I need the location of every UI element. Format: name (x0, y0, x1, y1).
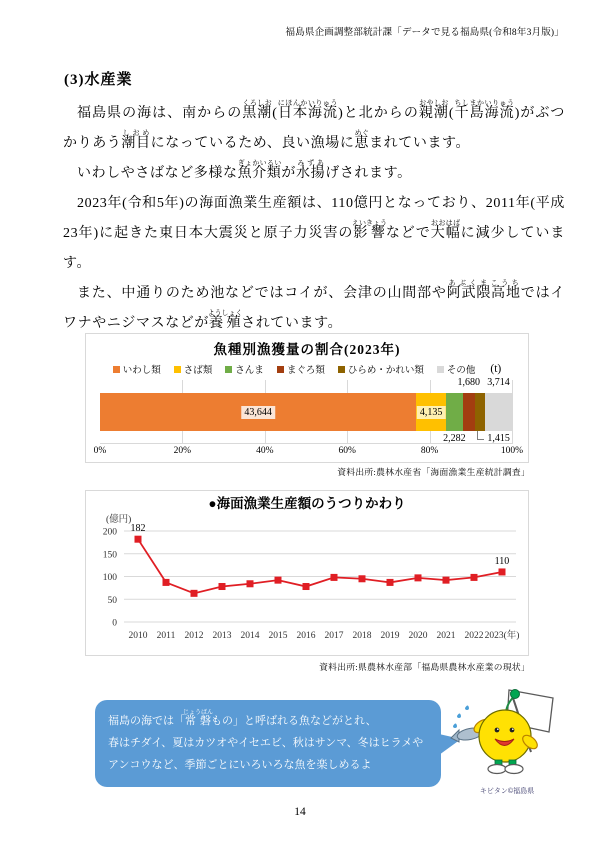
ruby-text: 養殖ようしょく (207, 309, 243, 331)
paragraph: 福島県の海は、南からの黒潮くろしお(日本海流にほんかいりゅう)と北からの親潮おやしお(千島海流ちしまかいりゅう)がぶつかりあう潮目しおめになっているため、良い漁場に恵めぐまれています。 (63, 99, 566, 151)
bar-strip (100, 393, 512, 431)
x-axis-tick-label: 2011 (156, 631, 176, 641)
data-point (163, 579, 170, 586)
legend-item (225, 362, 264, 376)
x-axis-tick-label: 2015 (268, 631, 288, 641)
y-axis-tick-label: 0 (112, 618, 117, 629)
line-chart (85, 490, 529, 656)
data-point (415, 574, 422, 581)
data-point (219, 583, 226, 590)
leader-line (477, 431, 484, 440)
bar-chart (85, 333, 529, 463)
data-point (331, 574, 338, 581)
ruby-text: 千島海流ちしまかいりゅう (454, 99, 515, 121)
x-axis-tick-label: 2014 (240, 631, 260, 641)
y-axis-tick-label: 150 (102, 550, 117, 561)
paragraph: また、中通りのため池などではコイが、会津の山間部や阿武隈高地あぶくまこうちではイワナやニジマスなどが養殖ようしょくされています。 (63, 279, 565, 331)
header-credit: 福島県企画調整部統計課「データで見る福島県(令和8年3月版)」 (285, 28, 564, 38)
paragraph: 2023年(令和5年)の海面漁業生産額は、110億円となっており、2011年(平成23年)に起きた東日本大震災と原子力災害の影響えいきょうなどで大幅おおはばに減少しています。 (63, 196, 565, 271)
bar-chart-x-axis (93, 446, 524, 460)
ruby-text: 親潮おやしお (418, 99, 449, 121)
data-label: 1,680 (457, 377, 480, 388)
legend-item (277, 362, 325, 376)
legend-swatch-icon (225, 366, 232, 373)
bar-segment (485, 393, 512, 431)
legend-label: いわし類 (122, 366, 161, 376)
legend-item (437, 362, 476, 376)
axis-tick-label: 20% (173, 446, 192, 456)
ruby-text: 水揚みずあ (296, 159, 326, 181)
bar-chart-legend (86, 362, 528, 376)
legend-label: ひらめ・かれい類 (347, 366, 424, 376)
legend-item (338, 362, 424, 376)
data-point (191, 590, 198, 597)
data-label: 2,282 (443, 433, 466, 444)
legend-label: さんま (235, 366, 264, 376)
x-axis-tick-label: 2021 (436, 631, 456, 641)
legend-swatch-icon (113, 366, 120, 373)
bar-segment (446, 393, 463, 431)
bar-chart-plot (100, 377, 512, 444)
axis-tick-label: 40% (256, 446, 274, 456)
kibitan-illustration (449, 686, 565, 780)
data-point (303, 583, 310, 590)
y-axis-tick-label: 100 (102, 573, 117, 583)
x-axis-tick-label: 2012 (184, 631, 204, 641)
ruby-text: 阿武隈高地あぶくまこうち (446, 279, 521, 301)
ruby-text: 恵めぐ (354, 129, 370, 151)
mascot-caption: キビタン©福島県 (479, 788, 535, 795)
ruby-text: 黒潮くろしお (242, 99, 273, 121)
legend-label: さば類 (183, 366, 213, 376)
kibitan-mascot (447, 686, 567, 796)
legend-unit-label: (t) (490, 363, 502, 375)
bar-segment (463, 393, 475, 431)
bubble-line: 福島の海では「常磐じょうばんもの」と呼ばれる魚などがとれ、 (108, 710, 377, 727)
data-point (247, 580, 254, 587)
speech-bubble (95, 700, 441, 787)
data-point-label: 110 (494, 555, 510, 567)
ruby-text: 影響えいきょう (351, 219, 387, 241)
body-paragraphs (63, 99, 565, 339)
legend-swatch-icon (277, 366, 284, 373)
legend-item (174, 362, 213, 376)
axis-tick-label: 0% (93, 446, 107, 456)
bubble-line: アンコウなど、季節ごとにいろいろな魚を楽しめるよ (108, 759, 372, 771)
data-point (499, 568, 506, 575)
legend-label: まぐろ類 (286, 366, 325, 376)
water-droplet-icon (453, 706, 469, 729)
ruby-text: 大幅おおはば (430, 219, 461, 241)
legend-swatch-icon (174, 366, 181, 373)
line-chart-svg (86, 491, 528, 655)
bar-segment (475, 393, 485, 431)
bar-chart-title: 魚種別漁獲量の割合(2023年) (213, 342, 401, 357)
data-label: 43,644 (241, 406, 275, 419)
ruby-text: 潮目しおめ (121, 129, 151, 151)
data-point (275, 577, 282, 584)
x-axis-tick-label: 2019 (380, 631, 400, 641)
ruby-text: 日本海流にほんかいりゅう (277, 99, 339, 121)
axis-tick-label: 100% (500, 446, 524, 456)
data-point (443, 577, 450, 584)
y-axis-unit-label: (億円) (106, 515, 132, 525)
data-label: 3,714 (487, 377, 510, 388)
x-axis-tick-label: 2016 (296, 631, 316, 641)
data-point (359, 575, 366, 582)
gridline (512, 380, 513, 444)
antenna-ball (511, 690, 520, 699)
data-point-label: 182 (130, 523, 146, 535)
axis-tick-label: 80% (420, 446, 439, 456)
source-note-1: 資料出所:農林水産省「海面漁業生産統計調査」 (337, 467, 530, 477)
ruby-text: 魚介類ぎょかいるい (237, 159, 282, 181)
legend-item (113, 362, 161, 376)
x-axis-tick-label: 2018 (352, 631, 372, 641)
data-point (471, 574, 478, 581)
data-label: 4,135 (417, 406, 446, 419)
data-point (387, 579, 394, 586)
legend-label: その他 (446, 366, 476, 376)
x-axis-tick-label: 2020 (408, 631, 428, 641)
data-label: 1,415 (487, 433, 510, 444)
line-chart-title: ●海面漁業生産額のうつりかわり (208, 496, 406, 511)
bubble-line: 春はチダイ、夏はカツオやイセエビ、秋はサンマ、冬はヒラメや (108, 737, 424, 749)
section-title: (3)水産業 (64, 72, 133, 88)
x-axis-tick-label: 2022 (464, 631, 484, 641)
line-series (138, 539, 502, 593)
ruby-text: 常磐じょうばん (183, 710, 214, 727)
x-axis-tick-label: 2017 (324, 631, 344, 641)
y-axis-tick-label: 200 (102, 527, 117, 538)
page-number: 14 (294, 806, 306, 818)
paragraph: いわしやさばなど多様な魚介類ぎょかいるいが水揚みずあげされます。 (77, 159, 412, 181)
y-axis-tick-label: 50 (107, 595, 117, 606)
data-point (135, 536, 142, 543)
x-axis-tick-label: 2013 (212, 631, 232, 641)
x-axis-tick-label: 2010 (128, 631, 148, 641)
x-axis-tick-label: 2023(年) (484, 631, 520, 641)
source-note-2: 資料出所:県農林水産部「福島県農林水産業の現状」 (319, 662, 530, 672)
axis-tick-label: 60% (338, 446, 356, 456)
legend-swatch-icon (437, 366, 444, 373)
legend-swatch-icon (338, 366, 345, 373)
